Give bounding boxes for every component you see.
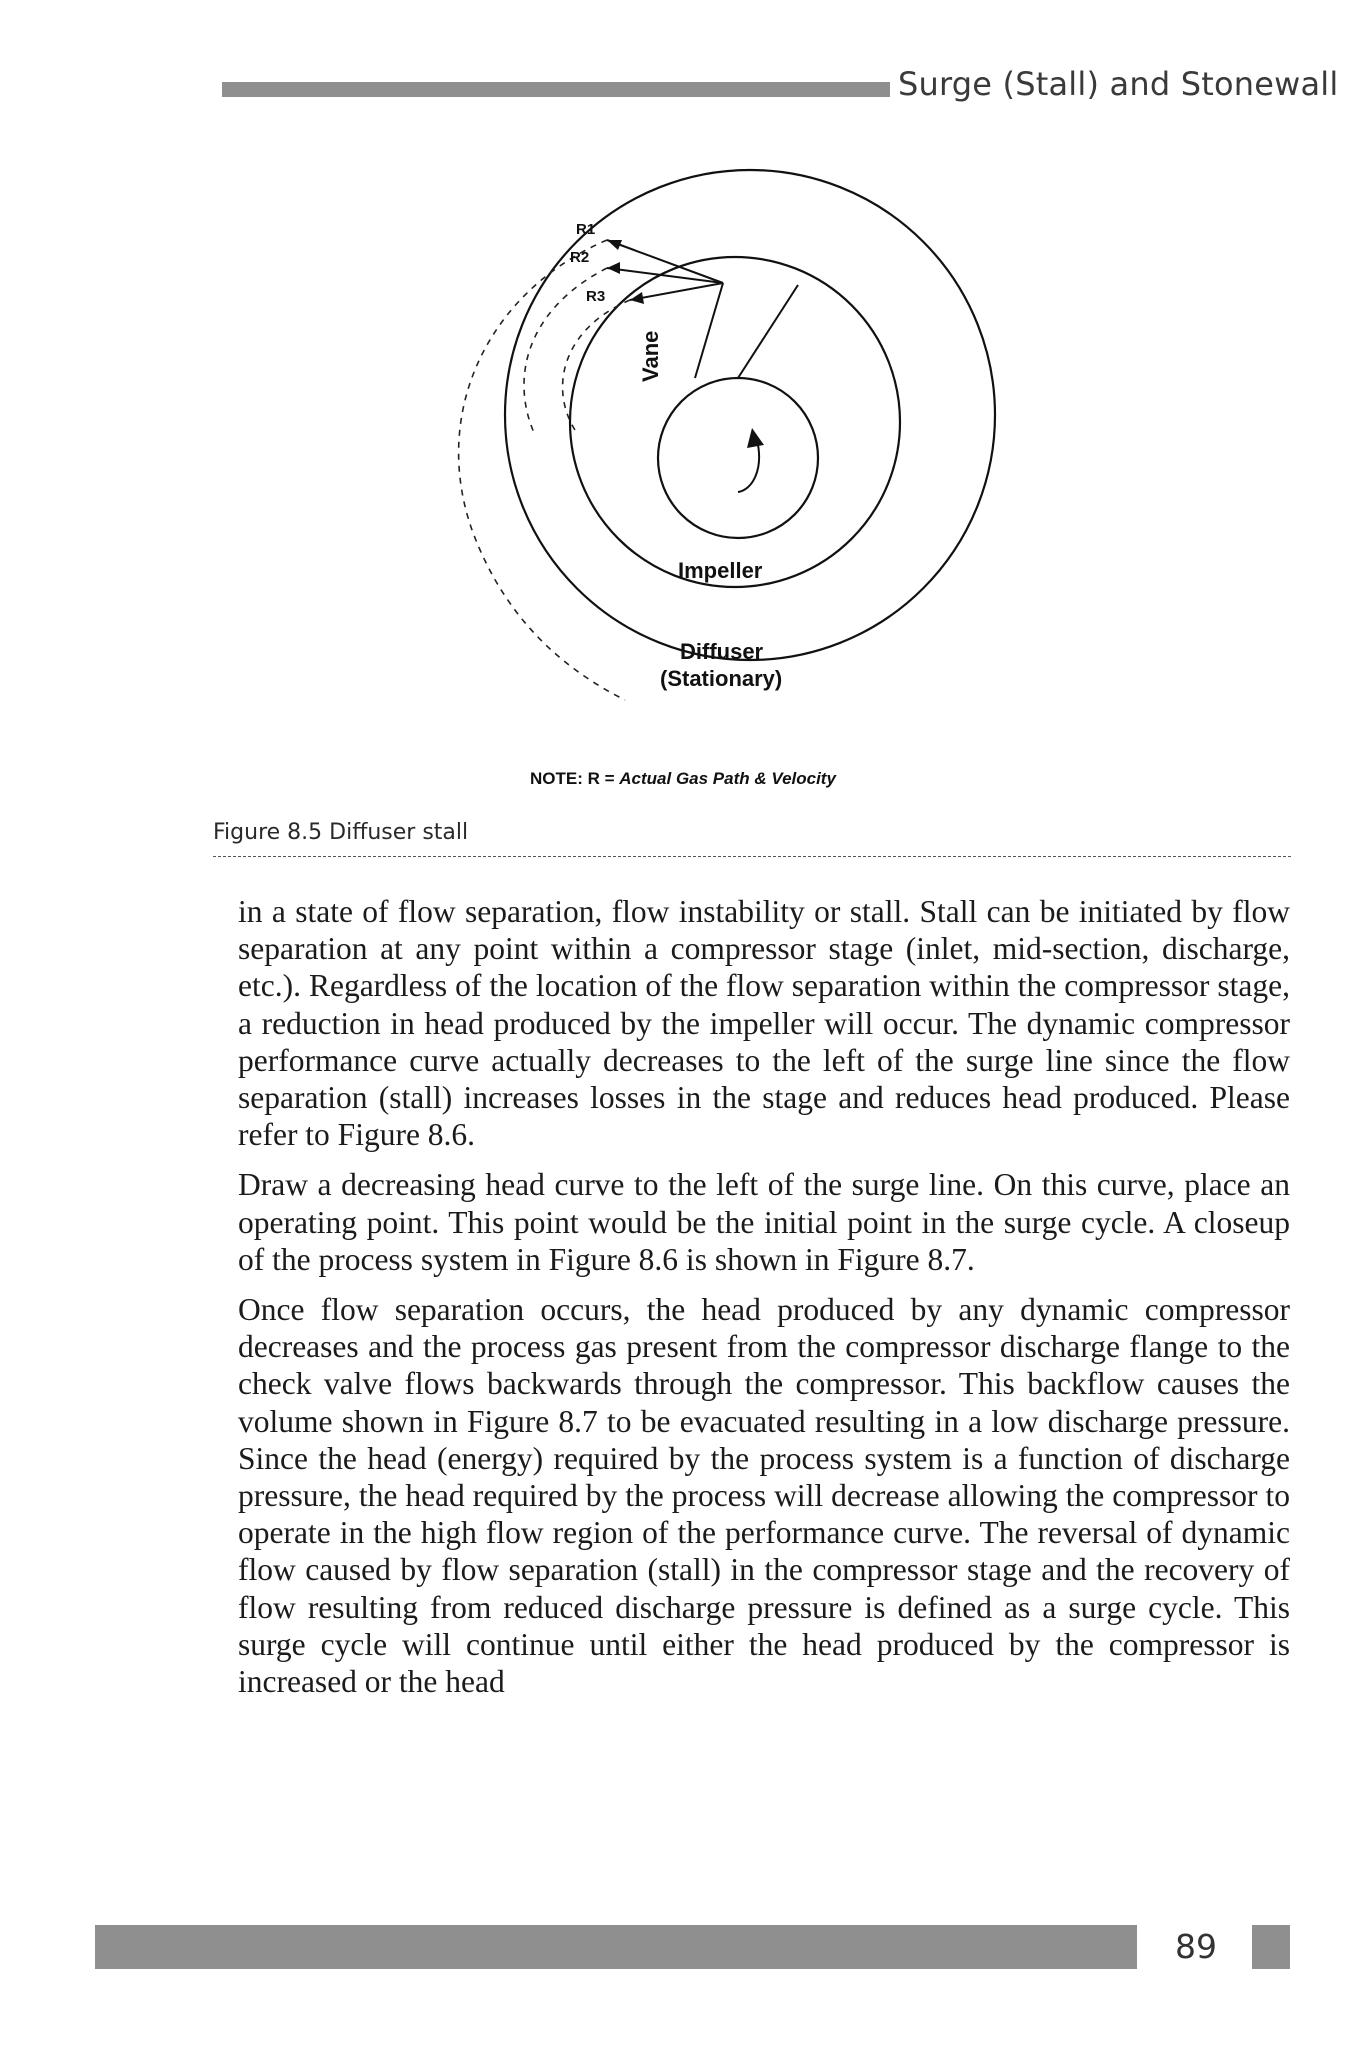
label-r1: R1 (576, 221, 596, 238)
figure-diffuser-stall (400, 150, 1100, 800)
label-r3: R3 (586, 288, 606, 305)
vane-line-1 (695, 283, 723, 378)
figure-note-prefix: NOTE: R = (530, 769, 620, 788)
page-number: 89 (1175, 1927, 1217, 1966)
hub-circle (658, 378, 818, 538)
figure-caption: Figure 8.5 Diffuser stall (213, 820, 469, 845)
label-impeller: Impeller (678, 558, 763, 583)
label-stationary: (Stationary) (660, 666, 783, 691)
r1-arrowhead (607, 240, 622, 250)
paragraph: Once flow separation occurs, the head produced by any dynamic compressor decreases and the process gas present from the compressor discharge flange to the check valve flows backwards through the compressor. This backflow causes the volume shown in Figure 8.7 to be evacuated resulting in a low discharge pressure. Since the head (energy) required by the process system is a function of discharge pressure, the head required by the process will decrease allowing the compressor to operate in the high flow region of the performance curve. The reversal of dynamic flow caused by flow separation (stall) in the compressor stage and the recovery of flow resulting from reduced discharge pressure is defined as a surge cycle. This surge cycle will continue until either the head produced by the compressor is increased or the head (238, 1292, 1290, 1700)
label-vane: Vane (638, 330, 663, 382)
stall-path-inner (563, 300, 630, 430)
running-head: Surge (Stall) and Stonewall (898, 65, 1339, 103)
figure-note-text: Actual Gas Path & Velocity (619, 769, 836, 788)
footer-bar-right (1252, 1925, 1290, 1969)
label-diffuser: Diffuser (680, 639, 764, 664)
rotation-arrowhead (747, 428, 764, 448)
footer-bar-left (95, 1925, 1137, 1969)
header-bar (222, 82, 890, 97)
r2-arrowhead (607, 262, 620, 274)
vane-line-2 (738, 285, 798, 378)
label-r2: R2 (570, 249, 590, 266)
paragraph: Draw a decreasing head curve to the left of the surge line. On this curve, place an operating point. This point would be the initial point in the surge cycle. A closeup of the process system in Figure 8.6 is shown in Figure 8.7. (238, 1167, 1290, 1277)
rotation-arrow (738, 440, 759, 492)
caption-rule (213, 856, 1291, 857)
r1-vector (607, 240, 723, 283)
body-text (238, 893, 1290, 1713)
diffuser-stall-diagram (400, 150, 1100, 800)
stall-path-outer (459, 240, 625, 700)
paragraph: in a state of flow separation, flow instability or stall. Stall can be initiated by flow separation at any point within a compressor stage (inlet, mid-section, discharge, etc.). Regardless of the location of the flow separation within the compressor stage, a reduction in head produced by the impeller will occur. The dynamic compressor performance curve actually decreases to the left of the surge line since the flow separation (stall) increases losses in the stage and reduces head produced. Please refer to Figure 8.6. (238, 894, 1290, 1153)
figure-note (530, 769, 837, 788)
